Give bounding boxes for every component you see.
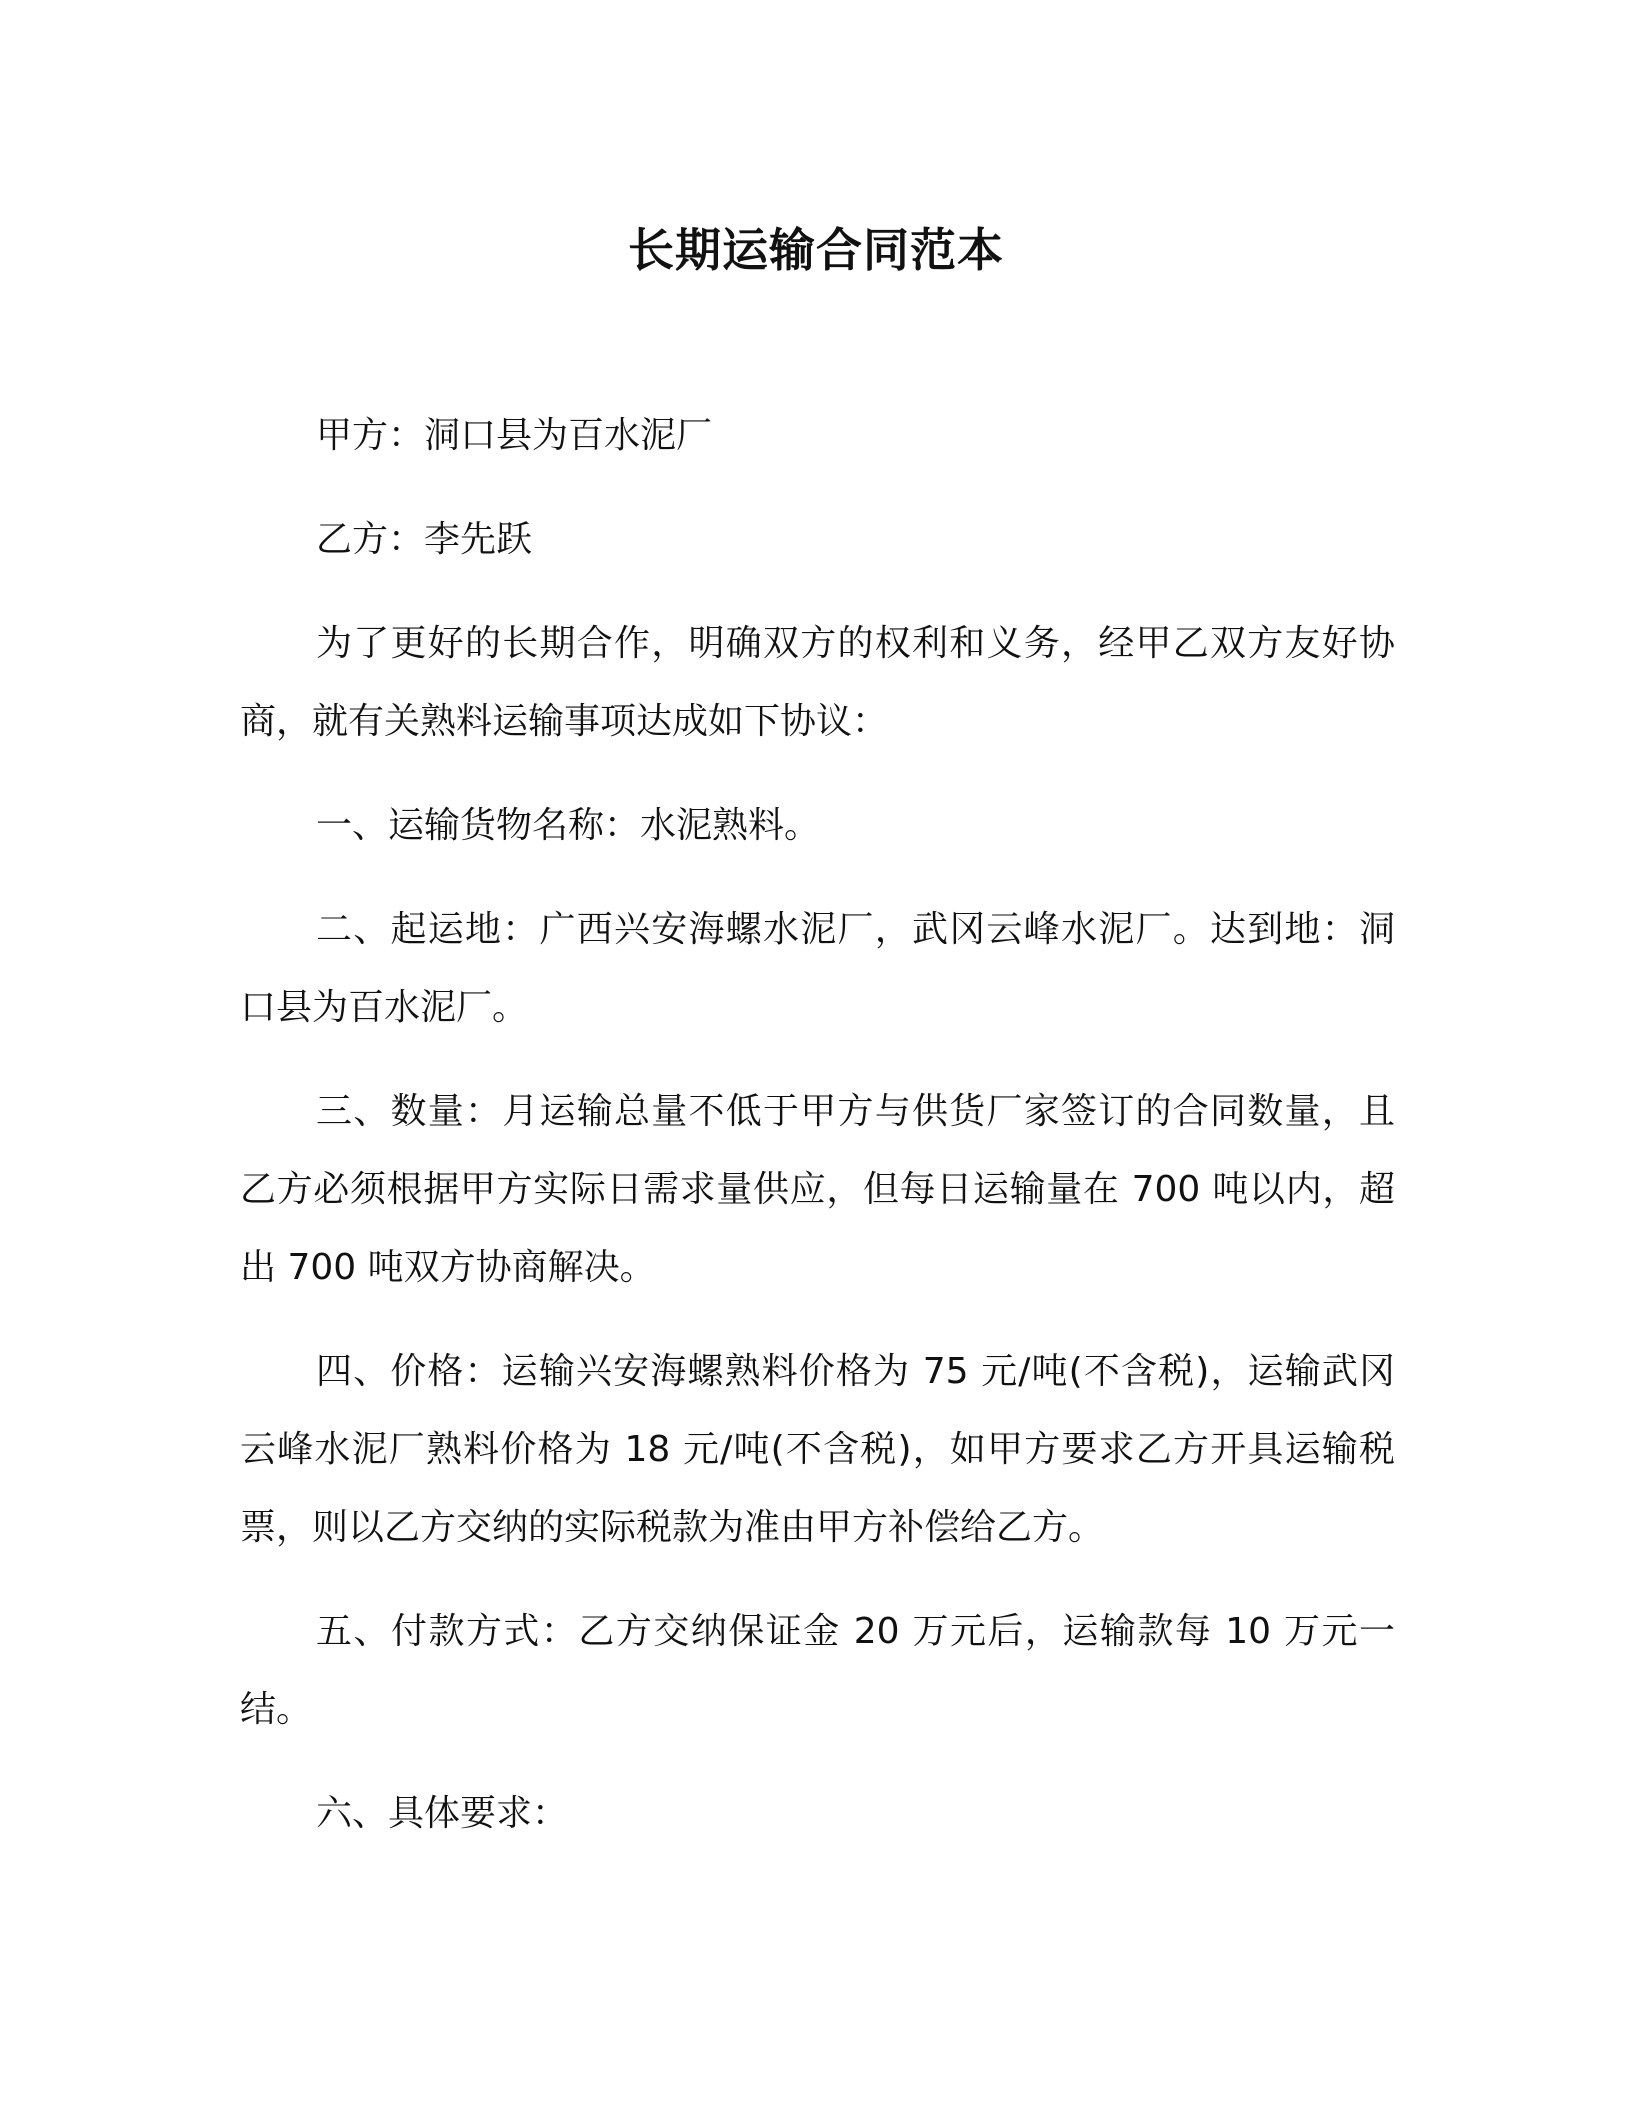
- party-a-line: 甲方：洞口县为百水泥厂: [316, 415, 713, 456]
- clause-requirements: 六、具体要求：: [316, 1793, 569, 1834]
- document-body: [240, 397, 1395, 1879]
- document-title: 长期运输合同范本: [628, 223, 1004, 277]
- intro-paragraph: 为了更好的长期合作，明确双方的权利和义务，经甲乙双方友好协商，就有关熟料运输事项达成如下协议：: [240, 623, 1395, 742]
- clause-origin-destination: 二、起运地：广西兴安海螺水泥厂，武冈云峰水泥厂。达到地：洞口县为百水泥厂。: [240, 909, 1395, 1028]
- clause-payment: 五、付款方式：乙方交纳保证金 20 万元后，运输款每 10 万元一结。: [240, 1611, 1395, 1730]
- clause-goods-name: 一、运输货物名称：水泥熟料。: [316, 805, 821, 846]
- clause-quantity: 三、数量：月运输总量不低于甲方与供货厂家签订的合同数量，且乙方必须根据甲方实际日需求量供应，但每日运输量在 700 吨以内，超出 700 吨双方协商解决。: [240, 1091, 1395, 1288]
- clause-price: 四、价格：运输兴安海螺熟料价格为 75 元/吨(不含税)，运输武冈云峰水泥厂熟料价格为 18 元/吨(不含税)，如甲方要求乙方开具运输税票，则以乙方交纳的实际税款为准由甲方补偿给乙方。: [240, 1351, 1395, 1548]
- party-b-line: 乙方：李先跃: [316, 519, 533, 560]
